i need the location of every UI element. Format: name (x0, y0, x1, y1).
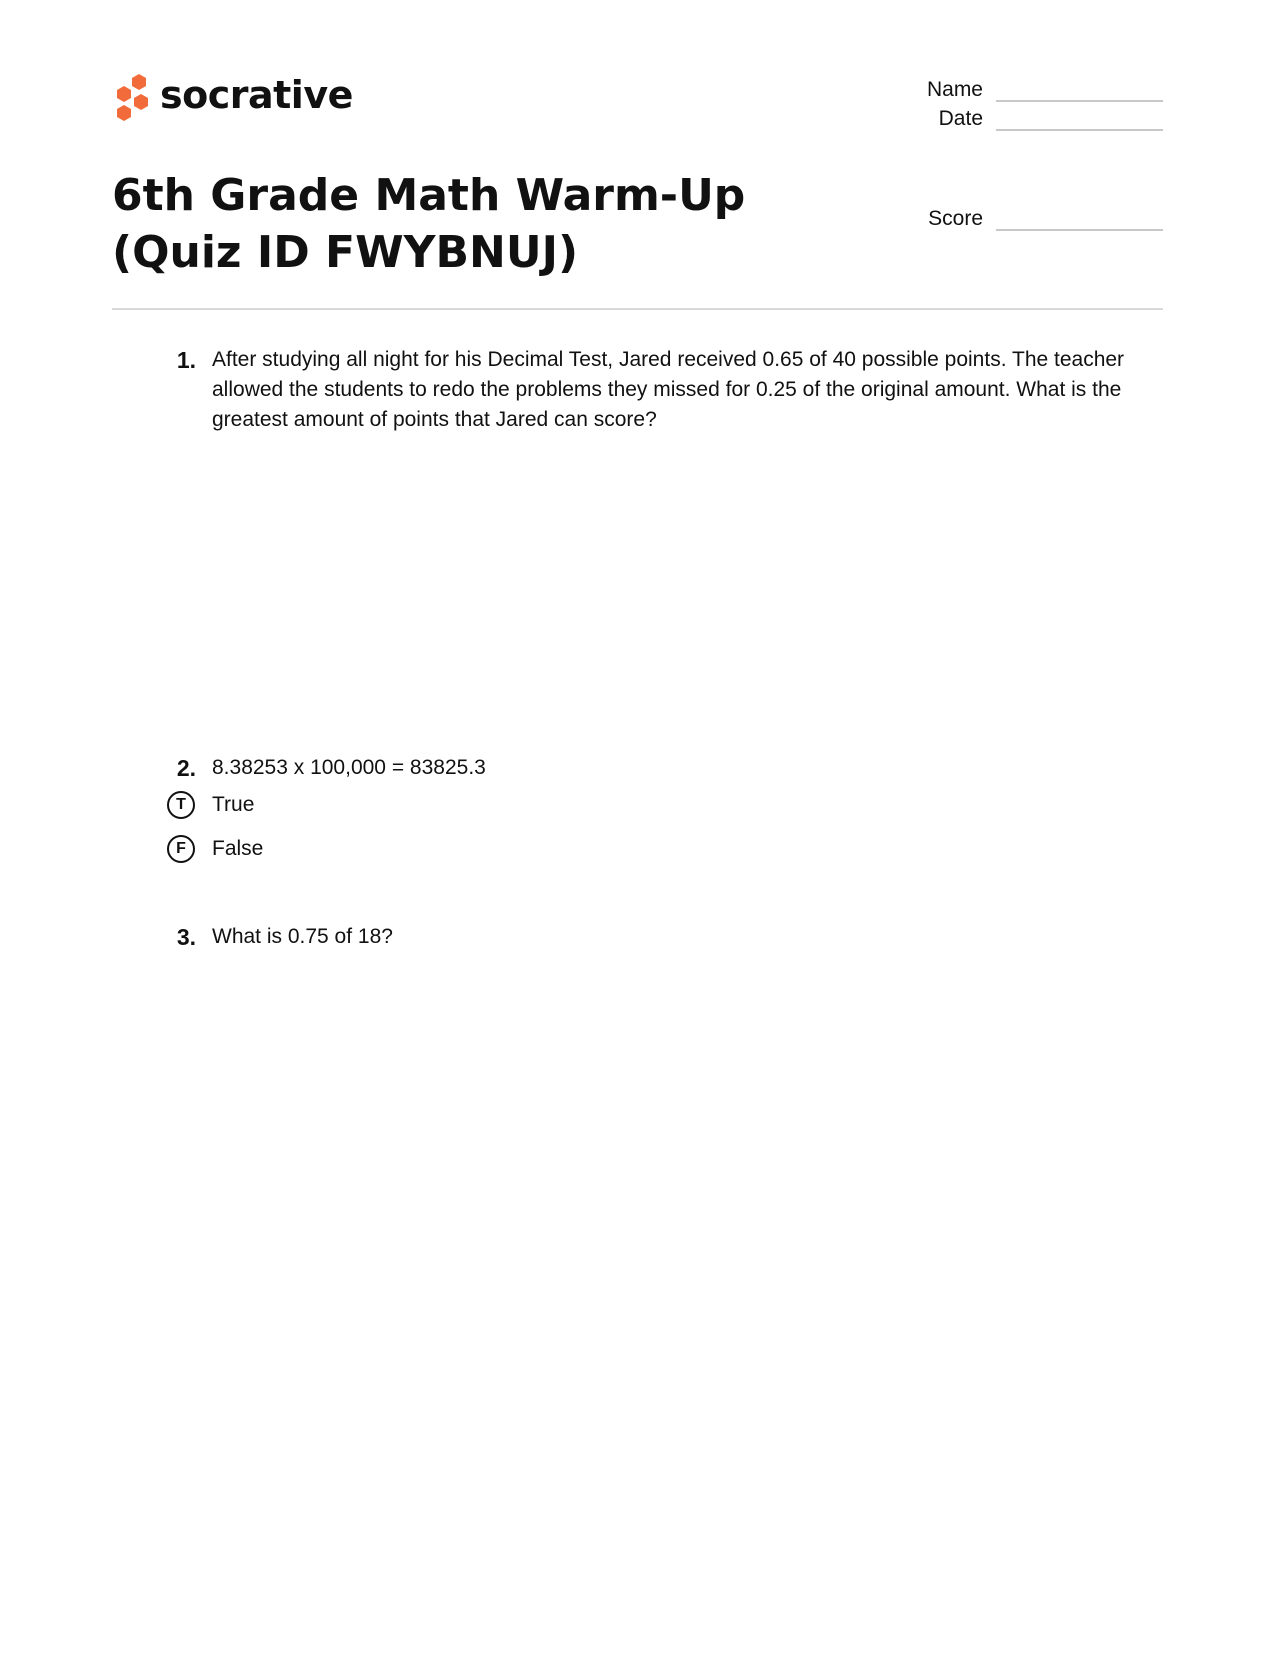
option-false[interactable] (167, 832, 263, 866)
option-label: False (212, 837, 264, 860)
logo-wordmark: socrative (160, 73, 353, 117)
question-number: 1. (176, 347, 196, 373)
question-text: After studying all night for his Decimal Test, Jared received 0.65 of 40 possible points. The teacher allowed the students to redo the problems they missed for 0.25 of the original amount. What is the greatest amount of points that Jared can score? (212, 348, 1125, 431)
date-label: Date (938, 107, 983, 130)
hexagon-cluster-logo-icon (112, 72, 152, 122)
name-label: Name (926, 78, 983, 101)
score-field[interactable] (903, 205, 1163, 233)
question-text: 8.38253 x 100,000 = 83825.3 (212, 756, 486, 779)
header-divider (112, 308, 1163, 310)
option-true[interactable] (167, 788, 254, 822)
date-blank-line[interactable] (996, 129, 1163, 131)
name-field[interactable] (903, 76, 1163, 104)
option-bubble-f[interactable]: F (167, 835, 195, 863)
name-blank-line[interactable] (996, 100, 1163, 102)
score-blank-line[interactable] (996, 229, 1163, 231)
question-number: 3. (176, 924, 196, 950)
question-number: 2. (176, 755, 196, 781)
option-label: True (212, 793, 255, 816)
score-label: Score (928, 207, 983, 230)
option-bubble-t[interactable]: T (167, 791, 195, 819)
socrative-logo (112, 72, 353, 122)
date-field[interactable] (903, 105, 1163, 133)
question-text: What is 0.75 of 18? (212, 925, 393, 948)
quiz-title: 6th Grade Math Warm-Up (Quiz ID FWYBNUJ) (112, 170, 746, 278)
